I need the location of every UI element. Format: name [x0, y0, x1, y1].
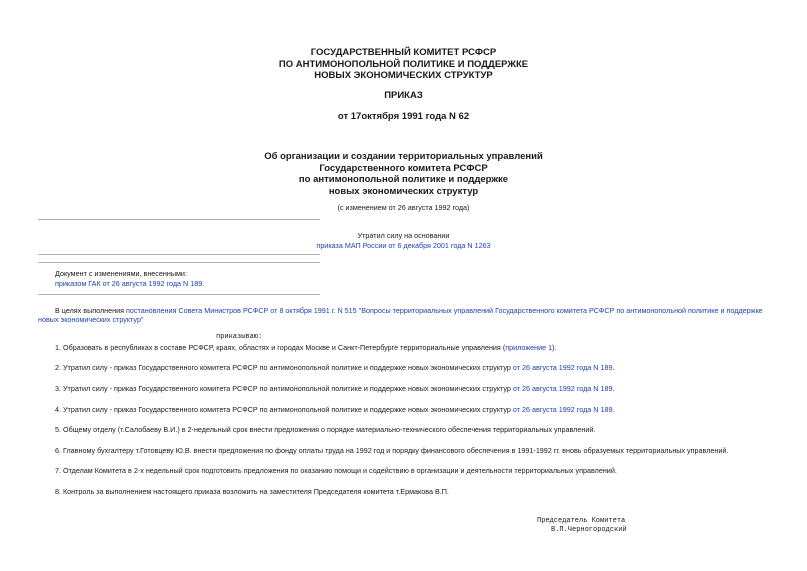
- divider: [38, 219, 320, 220]
- amendment-link[interactable]: от 26 августа 1992 года N 189: [512, 363, 613, 372]
- changes-order-link[interactable]: приказом ГАК от 26 августа 1992 года N 189.: [55, 279, 205, 288]
- changes-link-wrap: [55, 279, 204, 288]
- document-title: [0, 151, 807, 197]
- organization-name: [0, 47, 807, 82]
- list-item: [55, 343, 557, 352]
- title-line: по антимонопольной политике и поддержке: [298, 174, 509, 185]
- list-item: 6. Главному бухгалтеру т.Готовцеву Ю.В. внести предложения по фонду оплаты труда на 1992 год и порядку финансового обеспечения в 1991-1992 гг. вновь образуемых территориальных управлений.: [55, 446, 729, 455]
- document-type: ПРИКАЗ: [384, 90, 423, 101]
- divider: [38, 294, 320, 295]
- item-text: 4. Утратил силу - приказ Государственного комитета РСФСР по антимонопольной политике и поддержке новых экономических структур: [55, 405, 513, 414]
- amendment-link[interactable]: от 26 августа 1992 года N 189: [512, 405, 613, 414]
- org-line: ПО АНТИМОНОПОЛЬНОЙ ПОЛИТИКЕ И ПОДДЕРЖКЕ: [278, 58, 529, 70]
- list-item: 5. Общему отделу (т.Салобаеву В.И.) в 2-недельный срок внести предложения о порядке материально-технического обеспечения территориальных управлений.: [55, 425, 596, 434]
- intro-prefix: В целях выполнения: [55, 306, 127, 315]
- title-line: Государственного комитета РСФСР: [319, 162, 488, 174]
- list-item: [55, 405, 614, 414]
- document-date: от 17октября 1991 года N 62: [337, 111, 470, 122]
- title-line: Об организации и создании территориальных управлений: [264, 151, 543, 162]
- item-text-end: .: [612, 405, 615, 414]
- resolution-link[interactable]: постановления Совета Министров РСФСР от 8 октября 1991 г. N 515 "Вопросы территориальных управлений Государственного комитета РСФСР по антимонопольной политике и поддержке новых экономических структур": [38, 306, 763, 324]
- signature-name: В.П.Черногородский: [551, 526, 627, 534]
- list-item: [55, 384, 614, 393]
- item-text-end: .: [612, 363, 615, 372]
- appendix-1-link[interactable]: приложение 1: [505, 343, 553, 352]
- item-text-end: .: [612, 384, 615, 393]
- status-label: Утратил силу на основании: [357, 231, 450, 240]
- list-item: 8. Контроль за выполнением настоящего приказа возложить на заместителя Председателя комитета т.Ермакова В.П.: [55, 487, 449, 496]
- amendment-link[interactable]: от 26 августа 1992 года N 189: [512, 384, 613, 393]
- repeal-order-link[interactable]: приказа МАП России от 6 декабря 2001 года N 1263: [316, 241, 491, 250]
- item-text: 3. Утратил силу - приказ Государственного комитета РСФСР по антимонопольной политике и поддержке новых экономических структур: [55, 384, 513, 393]
- changes-label: Документ с изменениями, внесенными:: [55, 269, 187, 278]
- intro-paragraph: [38, 306, 778, 324]
- org-line: ГОСУДАРСТВЕННЫЙ КОМИТЕТ РСФСР: [310, 47, 497, 58]
- divider: [38, 262, 320, 263]
- status-link-wrap: [0, 241, 807, 250]
- item-text: 1. Образовать в республиках в составе РСФСР, краях, областях и городах Москве и Санкт-Петербурге территориальные управления (: [55, 343, 506, 352]
- item-text: 2. Утратил силу - приказ Государственного комитета РСФСР по антимонопольной политике и поддержке новых экономических структур: [55, 363, 513, 372]
- signature-title: Председатель Комитета: [537, 517, 626, 525]
- amendment-note: (с изменением от 26 августа 1992 года): [337, 203, 470, 212]
- list-item: 7. Отделам Комитета в 2-х недельный срок подготовить предложения по оказанию помощи и содействию в организации и деятельности территориальных управлений.: [55, 466, 617, 475]
- title-line: новых экономических структур: [328, 185, 479, 197]
- divider: [38, 254, 320, 255]
- list-item: [55, 363, 614, 372]
- org-line: НОВЫХ ЭКОНОМИЧЕСКИХ СТРУКТУР: [314, 70, 493, 81]
- order-word: приказываю:: [216, 333, 263, 341]
- item-text-end: ).: [552, 343, 557, 352]
